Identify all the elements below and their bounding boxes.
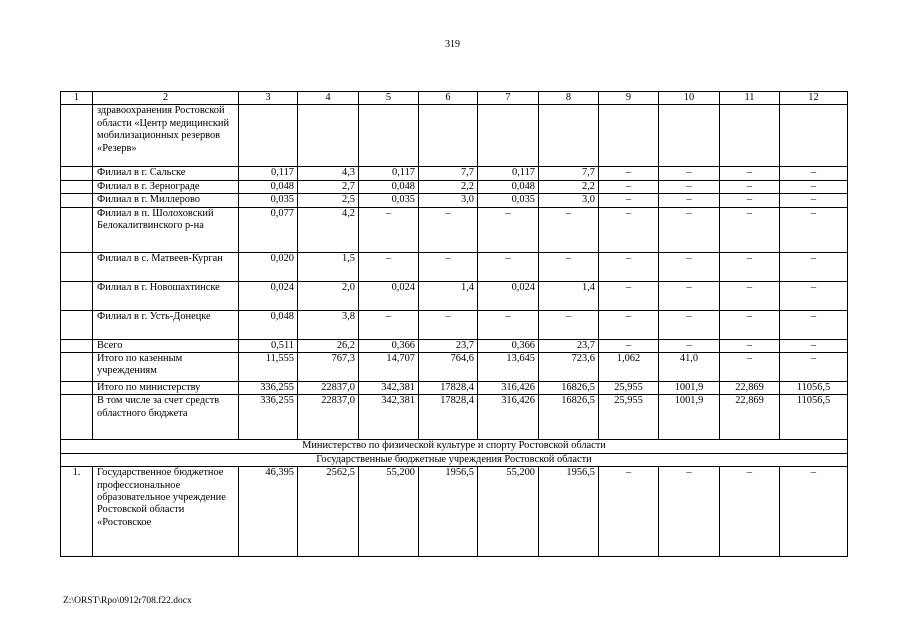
- value-cell: [720, 105, 780, 167]
- header-cell: 3: [239, 92, 298, 105]
- value-cell: 1,5: [298, 252, 359, 281]
- table-row: [61, 382, 848, 395]
- value-cell: –: [720, 207, 780, 252]
- value-cell: 14,707: [359, 353, 419, 382]
- value-cell: 2,2: [419, 180, 478, 193]
- value-cell: [478, 105, 539, 167]
- header-cell: 11: [720, 92, 780, 105]
- table-row: [61, 339, 848, 352]
- value-cell: 316,426: [478, 395, 539, 440]
- value-cell: 2,5: [298, 194, 359, 207]
- row-name-cell: Филиал в г. Зернограде: [93, 180, 239, 193]
- value-cell: [419, 105, 478, 167]
- header-cell: 6: [419, 92, 478, 105]
- value-cell: –: [359, 310, 419, 339]
- value-cell: 316,426: [478, 382, 539, 395]
- value-cell: 3,0: [539, 194, 599, 207]
- value-cell: –: [599, 252, 659, 281]
- value-cell: –: [599, 180, 659, 193]
- row-number-cell: [61, 105, 93, 167]
- value-cell: 4,2: [298, 207, 359, 252]
- value-cell: 342,381: [359, 382, 419, 395]
- value-cell: –: [780, 353, 848, 382]
- value-cell: 22,869: [720, 395, 780, 440]
- value-cell: 0,024: [239, 281, 298, 310]
- value-cell: 2,0: [298, 281, 359, 310]
- header-cell: 7: [478, 92, 539, 105]
- value-cell: –: [539, 310, 599, 339]
- value-cell: –: [599, 310, 659, 339]
- value-cell: [298, 105, 359, 167]
- value-cell: 336,255: [239, 382, 298, 395]
- value-cell: –: [659, 167, 720, 180]
- value-cell: –: [780, 310, 848, 339]
- value-cell: –: [720, 310, 780, 339]
- value-cell: 0,048: [239, 310, 298, 339]
- table-row: [61, 310, 848, 339]
- header-cell: 12: [780, 92, 848, 105]
- value-cell: –: [599, 281, 659, 310]
- row-number-cell: [61, 339, 93, 352]
- value-cell: 13,645: [478, 353, 539, 382]
- value-cell: 25,955: [599, 395, 659, 440]
- value-cell: –: [599, 339, 659, 352]
- value-cell: 0,048: [239, 180, 298, 193]
- value-cell: –: [720, 353, 780, 382]
- value-cell: –: [720, 167, 780, 180]
- table-row: [61, 395, 848, 440]
- header-cell: 5: [359, 92, 419, 105]
- value-cell: 17828,4: [419, 382, 478, 395]
- value-cell: –: [478, 252, 539, 281]
- table-row: [61, 167, 848, 180]
- value-cell: –: [780, 194, 848, 207]
- value-cell: 0,117: [478, 167, 539, 180]
- value-cell: 7,7: [539, 167, 599, 180]
- value-cell: –: [659, 180, 720, 193]
- row-number-cell: [61, 252, 93, 281]
- value-cell: [539, 105, 599, 167]
- value-cell: –: [780, 207, 848, 252]
- value-cell: 22837,0: [298, 395, 359, 440]
- value-cell: 25,955: [599, 382, 659, 395]
- value-cell: 0,048: [359, 180, 419, 193]
- value-cell: 22837,0: [298, 382, 359, 395]
- value-cell: –: [780, 281, 848, 310]
- row-name-cell: Филиал в п. Шолоховский Белокалитвинского р-на: [93, 207, 239, 252]
- row-number-cell: [61, 353, 93, 382]
- value-cell: 767,3: [298, 353, 359, 382]
- value-cell: [780, 105, 848, 167]
- row-number-cell: [61, 194, 93, 207]
- value-cell: –: [659, 194, 720, 207]
- table-row: [61, 281, 848, 310]
- row-number-cell: [61, 281, 93, 310]
- table-row: [61, 252, 848, 281]
- value-cell: 0,117: [359, 167, 419, 180]
- value-cell: –: [359, 252, 419, 281]
- value-cell: 336,255: [239, 395, 298, 440]
- value-cell: 3,0: [419, 194, 478, 207]
- row-name-cell: здравоохранения Ростовской области «Центр медицинский мобилизационных резервов «Резерв»: [93, 105, 239, 167]
- section-title-row: [61, 440, 848, 453]
- row-number-cell: [61, 395, 93, 440]
- value-cell: –: [419, 252, 478, 281]
- value-cell: [599, 105, 659, 167]
- header-cell: 10: [659, 92, 720, 105]
- value-cell: 2562,5: [298, 467, 359, 557]
- row-name-cell: Филиал в г. Усть-Донецке: [93, 310, 239, 339]
- row-number-cell: [61, 207, 93, 252]
- file-path-footer: Z:\ORST\Rpo\0912r708.f22.docx: [63, 596, 192, 606]
- value-cell: –: [780, 467, 848, 557]
- value-cell: –: [720, 252, 780, 281]
- value-cell: 4,3: [298, 167, 359, 180]
- value-cell: 16826,5: [539, 382, 599, 395]
- value-cell: 1,062: [599, 353, 659, 382]
- budget-table: [60, 91, 848, 557]
- value-cell: –: [780, 180, 848, 193]
- value-cell: –: [599, 194, 659, 207]
- value-cell: 23,7: [539, 339, 599, 352]
- value-cell: 2,2: [539, 180, 599, 193]
- value-cell: 11056,5: [780, 395, 848, 440]
- value-cell: 11056,5: [780, 382, 848, 395]
- value-cell: –: [359, 207, 419, 252]
- value-cell: –: [780, 167, 848, 180]
- row-name-cell: Государственное бюджетное профессиональное образовательное учреждение Ростовской области «Ростовское: [93, 467, 239, 557]
- value-cell: –: [419, 310, 478, 339]
- value-cell: 764,6: [419, 353, 478, 382]
- value-cell: 11,555: [239, 353, 298, 382]
- row-name-cell: Итого по казенным учреждениям: [93, 353, 239, 382]
- value-cell: 23,7: [419, 339, 478, 352]
- row-name-cell: Филиал в г. Новошахтинске: [93, 281, 239, 310]
- row-number-cell: [61, 382, 93, 395]
- value-cell: 0,035: [239, 194, 298, 207]
- value-cell: –: [720, 180, 780, 193]
- value-cell: 342,381: [359, 395, 419, 440]
- value-cell: –: [659, 310, 720, 339]
- value-cell: –: [720, 339, 780, 352]
- value-cell: –: [599, 207, 659, 252]
- value-cell: 2,7: [298, 180, 359, 193]
- value-cell: 1956,5: [419, 467, 478, 557]
- value-cell: 1001,9: [659, 382, 720, 395]
- value-cell: 0,020: [239, 252, 298, 281]
- value-cell: 1,4: [539, 281, 599, 310]
- value-cell: –: [659, 207, 720, 252]
- value-cell: –: [478, 207, 539, 252]
- value-cell: –: [720, 281, 780, 310]
- header-row: [61, 92, 848, 105]
- value-cell: 0,077: [239, 207, 298, 252]
- value-cell: 1001,9: [659, 395, 720, 440]
- value-cell: [239, 105, 298, 167]
- value-cell: –: [720, 194, 780, 207]
- page-number: 319: [445, 39, 460, 50]
- section-title: Министерство по физической культуре и спорту Ростовской области: [61, 440, 848, 453]
- value-cell: 7,7: [419, 167, 478, 180]
- row-number-cell: [61, 167, 93, 180]
- value-cell: 16826,5: [539, 395, 599, 440]
- row-name-cell: В том числе за счет средств областного бюджета: [93, 395, 239, 440]
- table-row: [61, 194, 848, 207]
- value-cell: 0,024: [359, 281, 419, 310]
- value-cell: 0,035: [359, 194, 419, 207]
- subsection-title: Государственные бюджетные учреждения Ростовской области: [61, 453, 848, 466]
- value-cell: 723,6: [539, 353, 599, 382]
- value-cell: 55,200: [478, 467, 539, 557]
- value-cell: 0,511: [239, 339, 298, 352]
- value-cell: 0,366: [478, 339, 539, 352]
- value-cell: 3,8: [298, 310, 359, 339]
- row-name-cell: Филиал в с. Матвеев-Курган: [93, 252, 239, 281]
- value-cell: 55,200: [359, 467, 419, 557]
- table-row: [61, 105, 848, 167]
- value-cell: –: [659, 339, 720, 352]
- value-cell: [359, 105, 419, 167]
- value-cell: 22,869: [720, 382, 780, 395]
- value-cell: –: [659, 467, 720, 557]
- value-cell: –: [780, 339, 848, 352]
- value-cell: –: [419, 207, 478, 252]
- value-cell: [659, 105, 720, 167]
- header-cell: 4: [298, 92, 359, 105]
- value-cell: –: [659, 281, 720, 310]
- value-cell: 1956,5: [539, 467, 599, 557]
- value-cell: –: [539, 252, 599, 281]
- value-cell: 46,395: [239, 467, 298, 557]
- value-cell: –: [599, 167, 659, 180]
- subsection-title-row: [61, 453, 848, 466]
- value-cell: –: [659, 252, 720, 281]
- value-cell: 0,024: [478, 281, 539, 310]
- header-cell: 1: [61, 92, 93, 105]
- table-row: [61, 353, 848, 382]
- row-name-cell: Филиал в г. Сальске: [93, 167, 239, 180]
- value-cell: –: [599, 467, 659, 557]
- value-cell: 26,2: [298, 339, 359, 352]
- header-cell: 9: [599, 92, 659, 105]
- table-row: [61, 207, 848, 252]
- value-cell: 1,4: [419, 281, 478, 310]
- value-cell: 0,366: [359, 339, 419, 352]
- value-cell: –: [478, 310, 539, 339]
- value-cell: 0,048: [478, 180, 539, 193]
- row-number-cell: [61, 180, 93, 193]
- value-cell: 41,0: [659, 353, 720, 382]
- table-row: [61, 180, 848, 193]
- row-name-cell: Всего: [93, 339, 239, 352]
- value-cell: 0,035: [478, 194, 539, 207]
- row-number-cell: [61, 310, 93, 339]
- table-row: [61, 467, 848, 557]
- header-cell: 8: [539, 92, 599, 105]
- row-name-cell: Итого по министерству: [93, 382, 239, 395]
- value-cell: –: [539, 207, 599, 252]
- value-cell: 17828,4: [419, 395, 478, 440]
- value-cell: –: [720, 467, 780, 557]
- value-cell: 0,117: [239, 167, 298, 180]
- value-cell: –: [780, 252, 848, 281]
- header-cell: 2: [93, 92, 239, 105]
- row-number-cell: 1.: [61, 467, 93, 557]
- row-name-cell: Филиал в г. Миллерово: [93, 194, 239, 207]
